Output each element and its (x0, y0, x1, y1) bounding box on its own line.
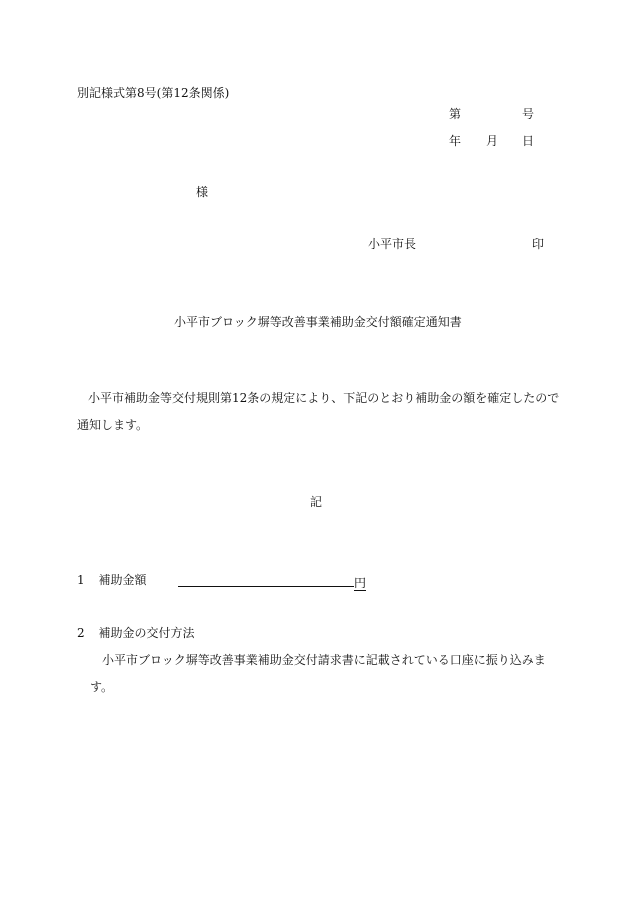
date-year: 年 (449, 134, 462, 148)
seal-mark: 印 (532, 237, 545, 251)
document-number-suffix: 号 (522, 107, 535, 121)
body-text-line2: 通知します。 (77, 418, 149, 432)
item-1 (77, 572, 146, 588)
ki-heading: 記 (310, 495, 323, 509)
issuer-name: 小平市長 (368, 237, 417, 251)
document-number-prefix: 第 (449, 107, 462, 121)
addressee-honorific: 様 (196, 185, 209, 199)
item-2-number: 2 (77, 626, 85, 640)
item-2-detail-line2: す。 (90, 680, 114, 694)
item-1-number: 1 (77, 573, 85, 587)
amount-field (178, 572, 366, 591)
item-2-detail-line1: 小平市ブロック塀等改善事業補助金交付請求書に記載されている口座に振り込みま (102, 653, 546, 667)
document-title: 小平市ブロック塀等改善事業補助金交付額確定通知書 (174, 315, 462, 329)
amount-unit: 円 (354, 576, 367, 590)
item-1-label: 補助金額 (98, 573, 147, 587)
item-2 (77, 625, 194, 641)
date-day: 日 (522, 134, 535, 148)
amount-blank-line (178, 572, 354, 587)
date-month: 月 (486, 134, 499, 148)
body-text-line1: 小平市補助金等交付規則第12条の規定により、下記のとおり補助金の額を確定したので (88, 391, 560, 405)
form-number: 別記様式第8号(第12条関係) (77, 86, 230, 100)
item-2-label: 補助金の交付方法 (98, 626, 195, 640)
